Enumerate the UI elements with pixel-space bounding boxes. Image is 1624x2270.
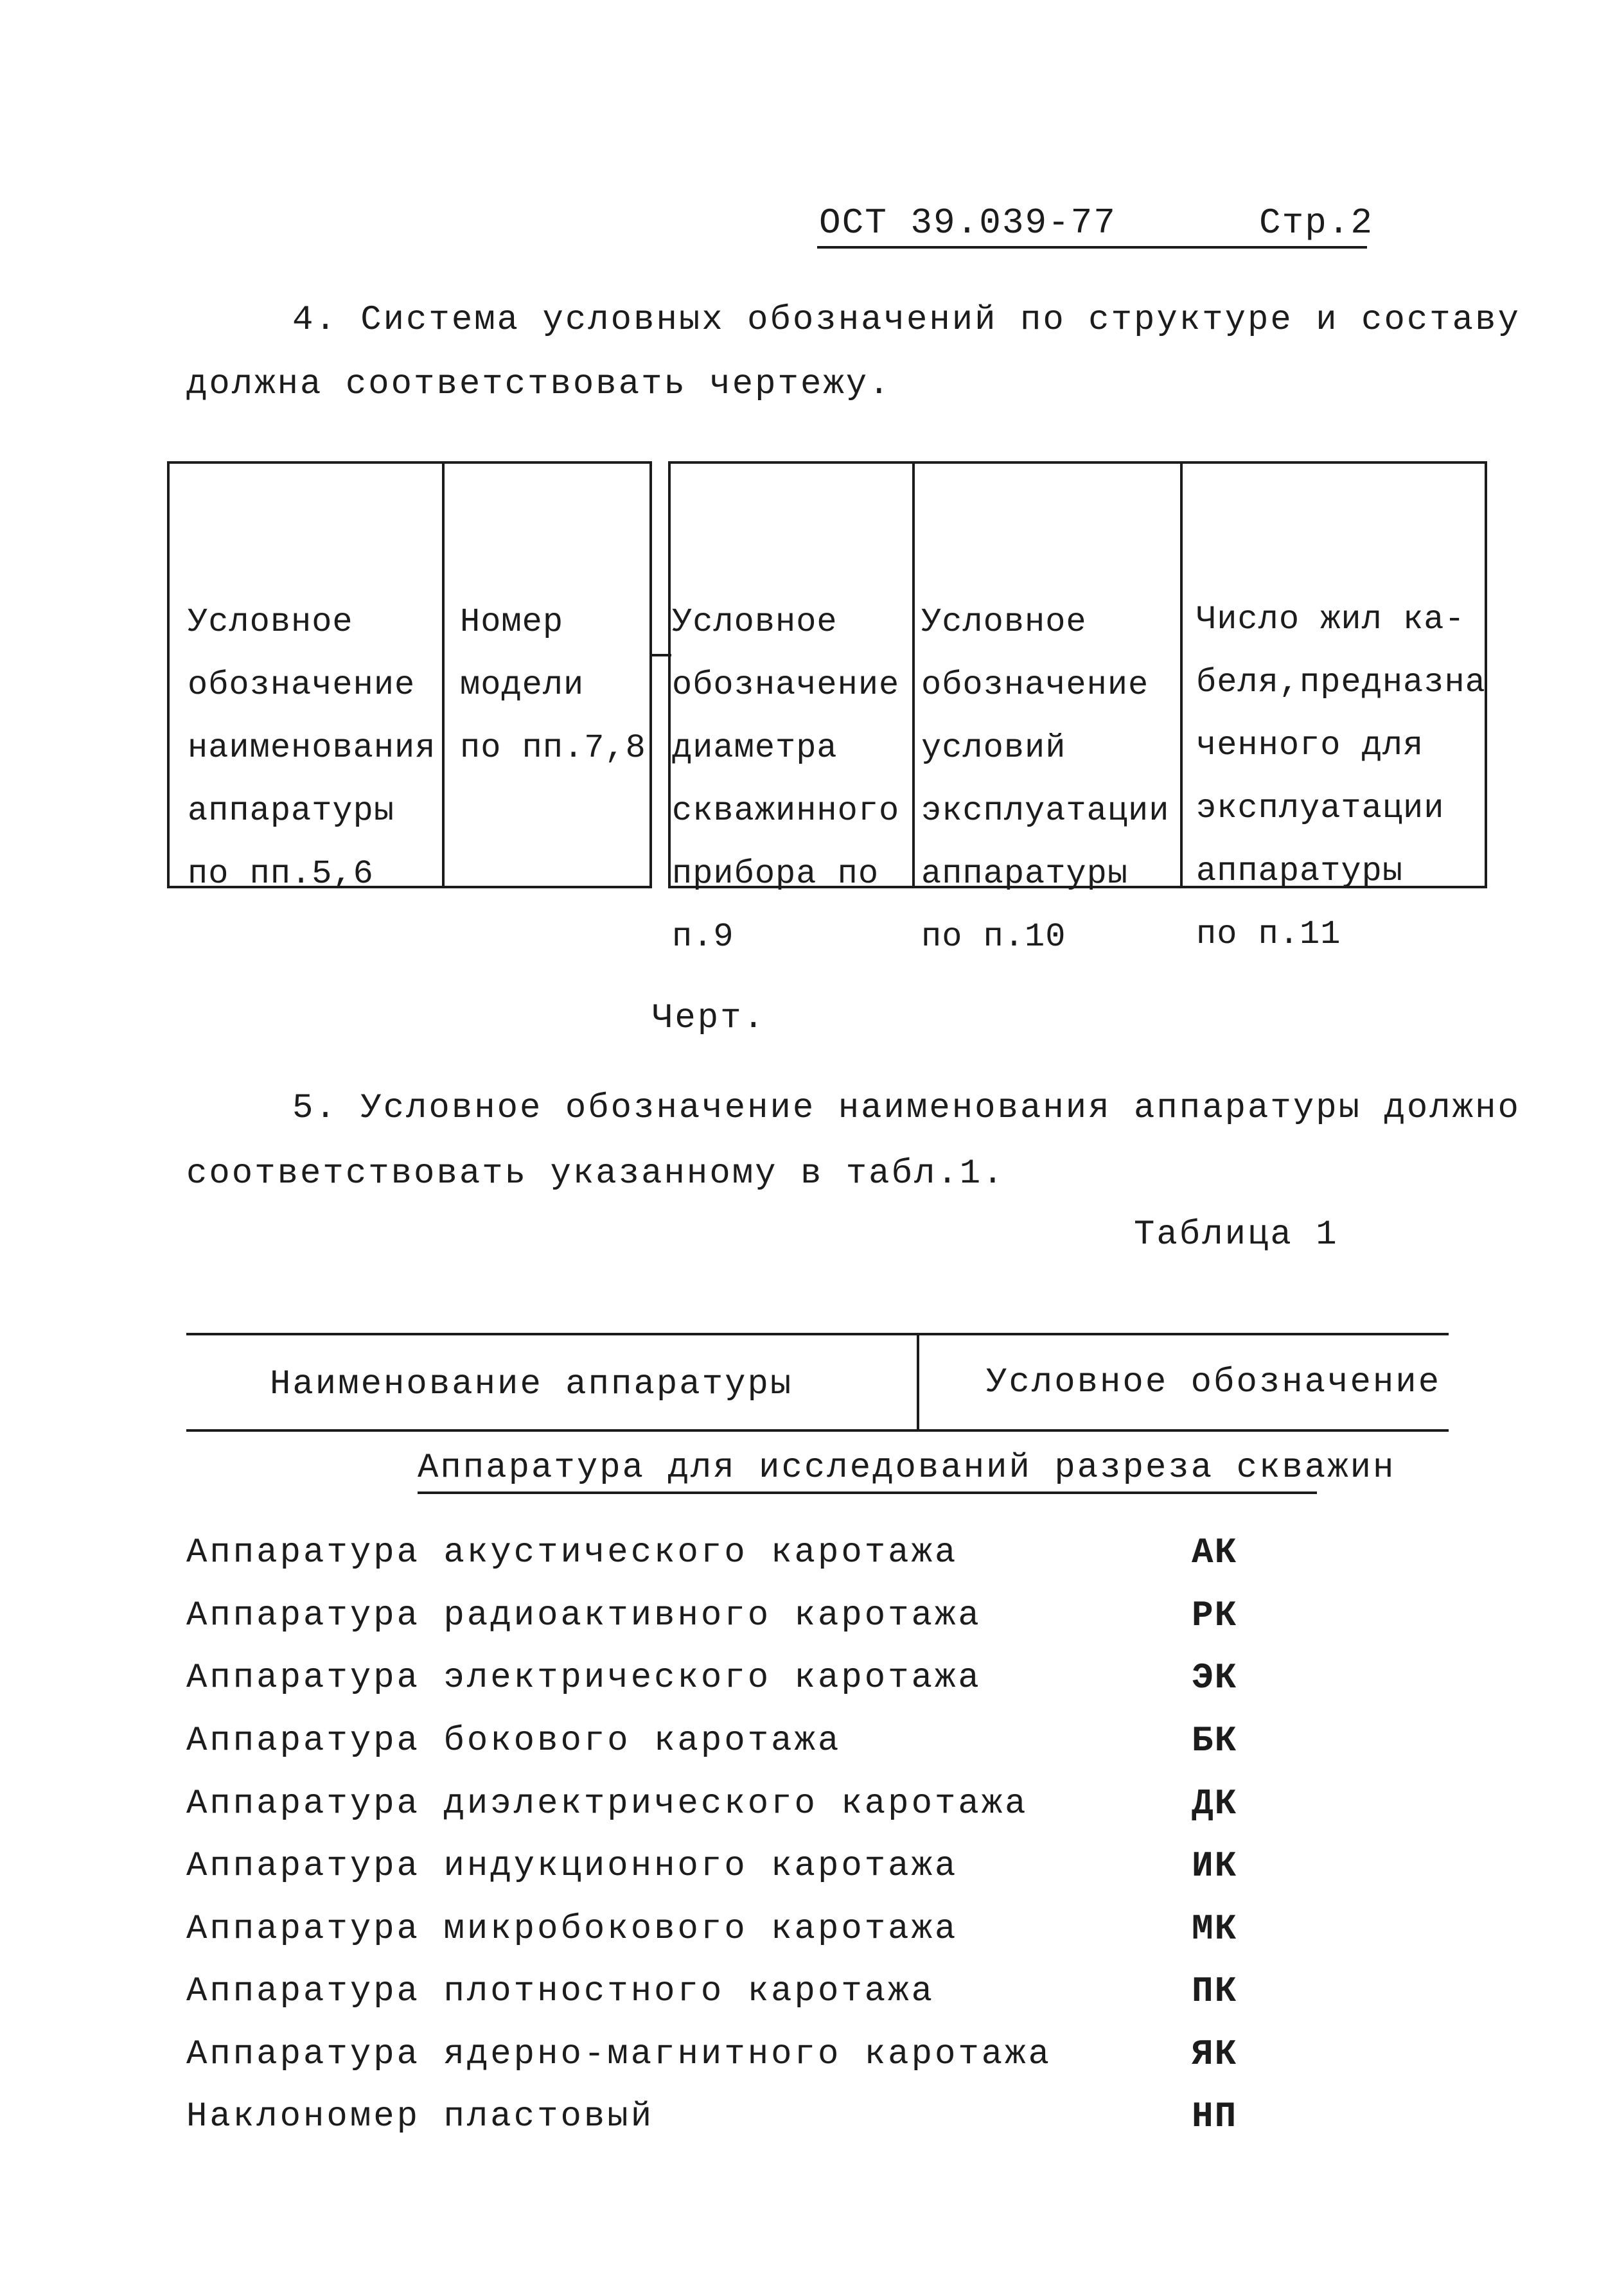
table-row-name: Аппаратура радиоактивного каротажа xyxy=(186,1596,982,1635)
table-row-code: МК xyxy=(1192,1908,1238,1949)
table-row-name: Аппаратура индукционного каротажа xyxy=(186,1847,958,1886)
table-top-rule xyxy=(186,1333,1449,1335)
para5-line2: соответствовать указанному в табл.1. xyxy=(186,1154,1005,1193)
table-row-code: ДК xyxy=(1192,1783,1238,1824)
page-number: Стр.2 xyxy=(1259,202,1374,243)
table-section-title: Аппаратура для исследований разреза скважин xyxy=(418,1448,1396,1488)
para4-line1: 4. Система условных обозначений по структуре и составу xyxy=(292,301,1521,340)
table-label: Таблица 1 xyxy=(1134,1215,1339,1254)
figure-caption: Черт. xyxy=(652,999,766,1038)
table-column-divider xyxy=(917,1333,919,1432)
table-row-name: Аппаратура бокового каротажа xyxy=(186,1721,842,1761)
table-row-name: Наклономер пластовый xyxy=(186,2097,655,2136)
scheme-divider-3 xyxy=(1180,461,1183,888)
table-row-name: Аппаратура микробокового каротажа xyxy=(186,1910,958,1949)
table-row-code: ПК xyxy=(1192,1971,1238,2012)
table-row-code: БК xyxy=(1192,1720,1238,1761)
column-header-code: Условное обозначение xyxy=(986,1363,1442,1402)
scheme-cell-model: Номер модели по пп.7,8 xyxy=(460,603,646,767)
table-row-name: Аппаратура ядерно-магнитного каротажа xyxy=(186,2035,1052,2074)
table-row-code: ИК xyxy=(1192,1845,1238,1887)
table-row-code: НП xyxy=(1192,2096,1238,2137)
para4-line2: должна соответствовать чертежу. xyxy=(186,365,892,404)
section-underline xyxy=(418,1491,1317,1494)
scheme-cell-diameter: Условное обозначение диаметра скважинного прибора по п.9 xyxy=(672,603,900,956)
para5-line1: 5. Условное обозначение наименования аппаратуры должно xyxy=(292,1089,1521,1128)
table-row-name: Аппаратура акустического каротажа xyxy=(186,1533,958,1572)
table-row-code: ЯК xyxy=(1192,2034,1238,2075)
scheme-cell-name: Условное обозначение наименования аппаратуры по пп.5,6 xyxy=(188,603,436,893)
table-row-name: Аппаратура диэлектрического каротажа xyxy=(186,1784,1028,1824)
table-row-name: Аппаратура плотностного каротажа xyxy=(186,1972,935,2011)
scheme-cell-conditions: Условное обозначение условий эксплуатации аппаратуры по п.10 xyxy=(921,603,1170,956)
scheme-divider-2 xyxy=(912,461,915,888)
table-row-code: АК xyxy=(1192,1532,1238,1573)
column-header-name: Наименование аппаратуры xyxy=(270,1365,793,1404)
table-row-code: РК xyxy=(1192,1595,1238,1636)
scheme-divider-1 xyxy=(442,461,445,888)
document-code: ОСТ 39.039-77 xyxy=(819,202,1116,243)
scheme-cell-cable: Число жил ка- беля,предназна ченного для эксплуатации аппаратуры по п.11 xyxy=(1196,601,1486,953)
header-rule xyxy=(817,246,1367,249)
table-row-code: ЭК xyxy=(1192,1657,1238,1698)
table-row-name: Аппаратура электрического каротажа xyxy=(186,1659,982,1698)
table-header-rule xyxy=(186,1429,1449,1432)
